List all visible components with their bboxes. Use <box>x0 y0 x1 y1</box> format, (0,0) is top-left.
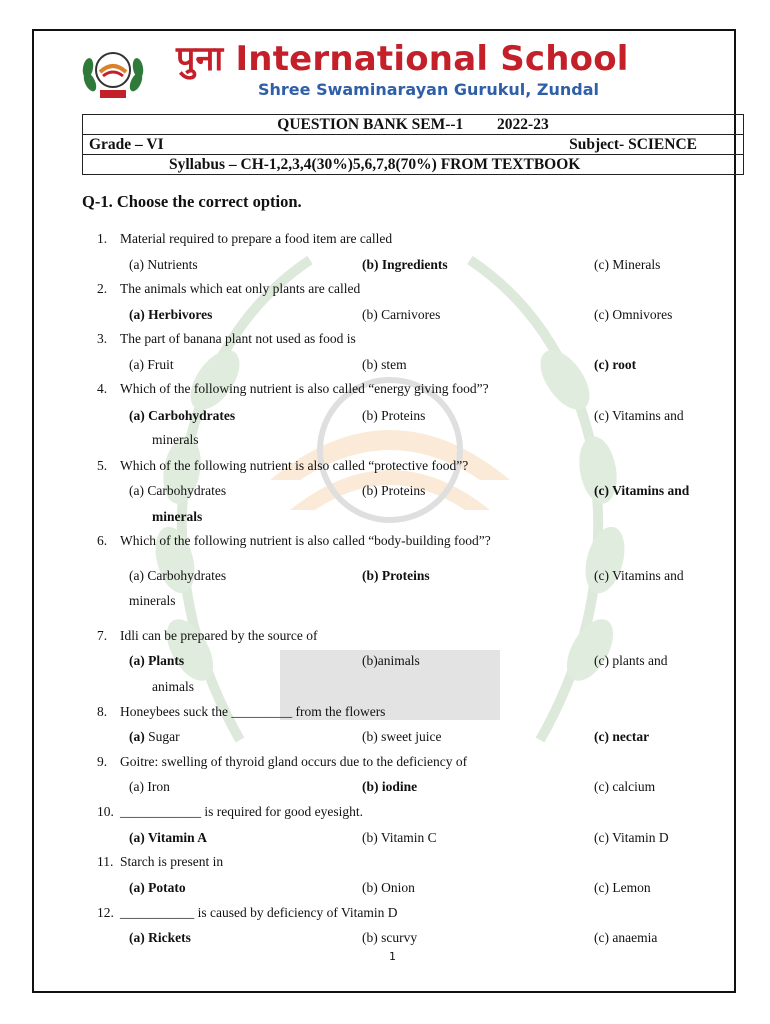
question-8: 8. Honeybees suck the _________ from the flowers <box>97 704 386 719</box>
question-3: 3. The part of banana plant not used as food is <box>97 331 356 346</box>
q8-option-b: (b) sweet juice <box>362 729 442 744</box>
q3-option-c: (c) root <box>594 357 637 372</box>
q12-option-b: (b) scurvy <box>362 930 418 945</box>
q2-option-b: (b) Carnivores <box>362 307 441 322</box>
q1-option-c: (c) Minerals <box>594 257 661 272</box>
school-name-english: International School <box>235 39 629 79</box>
q11-option-c: (c) Lemon <box>594 880 651 895</box>
q12-option-c: (c) anaemia <box>594 930 658 945</box>
q7-option-c: (c) plants and <box>594 653 668 668</box>
school-name-hindi: पुना <box>176 39 224 79</box>
question-11: 11. Starch is present in <box>97 854 224 869</box>
q8-option-a: (a) Sugar <box>129 729 180 744</box>
q1-option-b: (b) Ingredients <box>362 257 448 272</box>
q9-option-c: (c) calcium <box>594 779 656 794</box>
info-table <box>82 114 744 175</box>
question-1: 1. Material required to prepare a food item are called <box>97 231 393 246</box>
q4-option-a: (a) Carbohydrates <box>129 408 236 423</box>
academic-year: 2022-23 <box>497 115 549 133</box>
q7-option-b: (b)animals <box>362 653 420 668</box>
subject-label: Subject- SCIENCE <box>569 135 697 153</box>
q4-option-c-cont: minerals <box>152 432 199 447</box>
q7-option-a: (a) Plants <box>129 653 185 668</box>
q10-option-a: (a) Vitamin A <box>129 830 208 845</box>
section-title: Q-1. Choose the correct option. <box>82 192 302 211</box>
q4-option-b: (b) Proteins <box>362 408 426 423</box>
q6-option-b: (b) Proteins <box>362 568 430 583</box>
q9-option-b: (b) iodine <box>362 779 418 794</box>
q9-option-a: (a) Iron <box>129 779 170 794</box>
school-name <box>176 34 629 80</box>
school-subtitle: Shree Swaminarayan Gurukul, Zundal <box>258 80 599 99</box>
q6-option-a: (a) Carbohydrates <box>129 568 227 583</box>
question-9: 9. Goitre: swelling of thyroid gland occurs due to the deficiency of <box>97 754 468 769</box>
q12-option-a: (a) Rickets <box>129 930 191 945</box>
syllabus-text: Syllabus – CH-1,2,3,4(30%)5,6,7,8(70%) FROM TEXTBOOK <box>169 155 581 173</box>
q6-option-c: (c) Vitamins and <box>594 568 684 583</box>
q1-option-a: (a) Nutrients <box>129 257 198 272</box>
q5-option-c: (c) Vitamins and <box>594 483 690 498</box>
q11-option-a: (a) Potato <box>129 880 186 895</box>
q3-option-a: (a) Fruit <box>129 357 174 372</box>
question-5: 5. Which of the following nutrient is also called “protective food”? <box>97 458 469 473</box>
q2-option-c: (c) Omnivores <box>594 307 673 322</box>
q2-option-a: (a) Herbivores <box>129 307 213 322</box>
grade-label: Grade – VI <box>89 135 164 153</box>
q7-option-c-cont: animals <box>152 679 194 694</box>
question-6: 6. Which of the following nutrient is also called “body-building food”? <box>97 533 491 548</box>
question-2: 2. The animals which eat only plants are called <box>97 281 361 296</box>
title-cell <box>83 115 744 135</box>
question-12: 12. ___________ is caused by deficiency of Vitamin D <box>97 905 398 920</box>
question-10: 10. ____________ is required for good eyesight. <box>97 804 363 819</box>
q10-option-c: (c) Vitamin D <box>594 830 669 845</box>
q6-option-c-cont: minerals <box>129 593 176 608</box>
q5-option-a: (a) Carbohydrates <box>129 483 227 498</box>
question-bank-title: QUESTION BANK SEM--1 <box>277 115 464 133</box>
q5-option-b: (b) Proteins <box>362 483 426 498</box>
q8-option-c: (c) nectar <box>594 729 650 744</box>
q3-option-b: (b) stem <box>362 357 407 372</box>
question-7: 7. Idli can be prepared by the source of <box>97 628 318 643</box>
school-logo-icon <box>78 42 148 104</box>
q5-option-c-cont: minerals <box>152 509 203 524</box>
syllabus-cell <box>83 155 744 175</box>
q10-option-b: (b) Vitamin C <box>362 830 437 845</box>
grade-subject-cell <box>83 135 744 155</box>
q11-option-b: (b) Onion <box>362 880 415 895</box>
page-number: 1 <box>389 950 396 963</box>
question-4: 4. Which of the following nutrient is also called “energy giving food”? <box>97 381 489 396</box>
q4-option-c: (c) Vitamins and <box>594 408 684 423</box>
